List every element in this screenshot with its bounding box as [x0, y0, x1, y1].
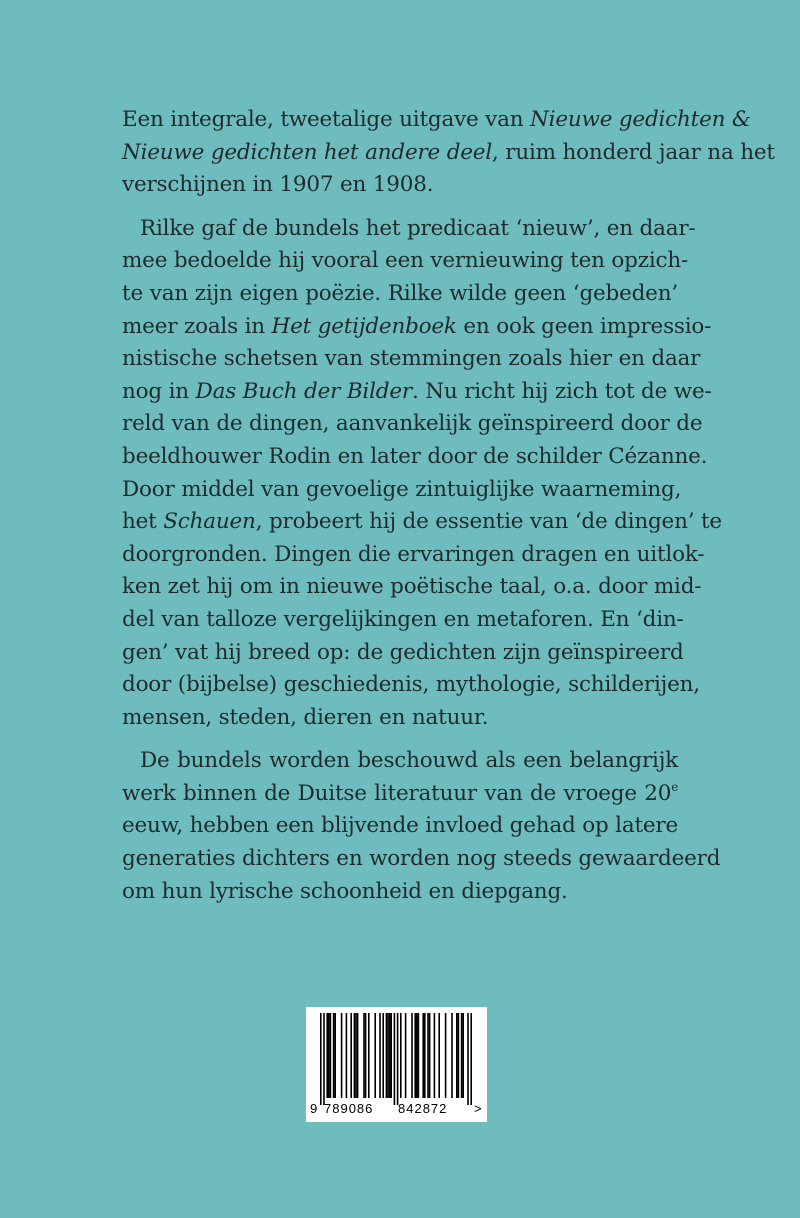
italic-title: Schauen [163, 509, 256, 535]
text-line [122, 441, 708, 474]
barcode-bar [390, 1013, 392, 1098]
barcode-bar [379, 1013, 381, 1098]
barcode-bar [382, 1013, 384, 1098]
text-line [122, 669, 700, 702]
text-run: De bundels worden beschouwd als een belangrijk [140, 748, 678, 774]
text-run: door (bijbelse) geschiedenis, mythologie, schilderijen, [122, 672, 700, 698]
barcode-bar [414, 1013, 416, 1098]
barcode-bar [427, 1013, 429, 1098]
barcode-bar [405, 1013, 407, 1098]
barcode-bar [368, 1013, 370, 1098]
barcode-bar [365, 1013, 367, 1098]
isbn-barcode [306, 1007, 487, 1122]
barcode-bar [341, 1013, 343, 1098]
text-run: nistische schetsen van stemmingen zoals hier en daar [122, 346, 701, 372]
text-line [122, 539, 705, 572]
text-line [122, 506, 722, 539]
barcode-bar [323, 1013, 325, 1105]
text-line [122, 245, 689, 278]
text-line [122, 571, 702, 604]
italic-title: Nieuwe gedichten & [530, 107, 751, 132]
text-run: , ruim honderd jaar na het [492, 139, 775, 165]
barcode-bar [429, 1013, 431, 1098]
text-run: nog in [122, 378, 196, 404]
text-line [122, 745, 678, 778]
text-line [122, 408, 703, 441]
text-run: mee bedoelde hij vooral een vernieuwing ten opzich- [122, 248, 689, 274]
barcode-left-group: 789086 [324, 1101, 374, 1116]
barcode-bar [357, 1013, 359, 1098]
barcode-bar [445, 1013, 447, 1098]
barcode-bar [451, 1013, 453, 1098]
text-run: del van talloze vergelijkingen en metaforen. En ‘din- [122, 606, 684, 632]
barcode-bar [374, 1013, 376, 1098]
barcode-bar [424, 1013, 426, 1098]
text-line [122, 810, 678, 843]
barcode-bar [400, 1013, 402, 1098]
barcode-bar [326, 1013, 328, 1098]
barcode-bar [394, 1013, 396, 1105]
text-run: werk binnen de Duitse literatuur van de vroege 20 [122, 780, 672, 806]
barcode-bar [387, 1013, 389, 1098]
text-run: het [122, 509, 164, 535]
text-run: doorgronden. Dingen die ervaringen dragen en uitlok- [122, 541, 705, 567]
barcode-bar [386, 1013, 388, 1098]
text-run: om hun lyrische schoonheid en diepgang. [122, 878, 568, 904]
barcode-bar [461, 1013, 463, 1098]
text-run: . Nu richt hij zich tot de we- [411, 378, 712, 404]
text-line [122, 376, 712, 409]
blurb-text [122, 104, 775, 919]
barcode-bar [458, 1013, 460, 1098]
barcode-bar [397, 1013, 399, 1105]
text-line [122, 213, 696, 246]
text-run: , probeert hij de essentie van ‘de dingen’ te [255, 509, 722, 535]
text-run: mensen, steden, dieren en natuur. [122, 704, 489, 730]
text-line [122, 778, 678, 811]
barcode-first-digit: 9 [310, 1101, 318, 1116]
text-line [122, 343, 701, 376]
text-line [122, 278, 678, 311]
barcode-bar [462, 1013, 464, 1098]
barcode-bar [333, 1013, 335, 1098]
text-run: Door middel van gevoelige zintuiglijke waarneming, [122, 476, 682, 502]
barcode-bar [320, 1013, 322, 1105]
barcode-bar [350, 1013, 352, 1098]
text-line [122, 604, 684, 637]
text-line [122, 876, 678, 909]
text-line [122, 637, 684, 670]
barcode-bar [422, 1013, 424, 1098]
text-line [122, 169, 678, 202]
barcode-bar [328, 1013, 330, 1098]
text-run: Rilke gaf de bundels het predicaat ‘nieuw’, en daar- [140, 215, 696, 241]
barcode-bar [389, 1013, 391, 1098]
barcode-bar [470, 1013, 472, 1105]
barcode-bar [456, 1013, 458, 1098]
text-run: meer zoals in [122, 313, 272, 339]
text-line [122, 104, 751, 137]
barcode-quiet-mark: > [474, 1101, 482, 1116]
text-run: Een integrale, tweetalige uitgave van [122, 107, 531, 132]
text-run: te van zijn eigen poëzie. Rilke wilde geen ‘gebeden’ [122, 280, 678, 306]
text-run: generaties dichters en worden nog steeds gewaardeerd [122, 846, 721, 872]
barcode-bar [416, 1013, 418, 1098]
barcode-bar [438, 1013, 440, 1098]
text-line [122, 843, 721, 876]
barcode-bar [411, 1013, 413, 1098]
text-line [122, 702, 678, 735]
barcode-bar [355, 1013, 357, 1098]
barcode-bar [354, 1013, 356, 1098]
italic-title: Nieuwe gedichten het andere deel [122, 139, 492, 165]
barcode-right-group: 842872 [398, 1101, 448, 1116]
text-run: verschijnen in 1907 en 1908. [122, 172, 434, 198]
barcode-bar [363, 1013, 365, 1098]
text-line [122, 137, 775, 170]
text-run: e [671, 780, 678, 795]
text-run: beeldhouwer Rodin en later door de schilder Cézanne. [122, 443, 708, 469]
barcode-graphic [306, 1007, 487, 1122]
paragraph [122, 104, 775, 202]
barcode-bar [330, 1013, 332, 1098]
text-run: reld van de dingen, aanvankelijk geïnspireerd door de [122, 411, 703, 437]
paragraph [122, 213, 722, 735]
text-run: ken zet hij om in nieuwe poëtische taal, o.a. door mid- [122, 574, 702, 600]
italic-title: Das Buch der Bilder [195, 378, 412, 404]
italic-title: Het getijdenboek [271, 313, 457, 339]
text-line [122, 474, 682, 507]
text-run: en ook geen impressio- [456, 313, 712, 339]
text-run: eeuw, hebben een blijvende invloed gehad op latere [122, 813, 679, 839]
barcode-bar [346, 1013, 348, 1098]
barcode-bar [418, 1013, 420, 1098]
paragraph [122, 745, 721, 908]
text-line [122, 311, 712, 344]
text-run: gen’ vat hij breed op: de gedichten zijn geïnspireerd [122, 639, 684, 665]
barcode-bar [467, 1013, 469, 1105]
barcode-bar [334, 1013, 336, 1098]
barcode-bar [434, 1013, 436, 1098]
